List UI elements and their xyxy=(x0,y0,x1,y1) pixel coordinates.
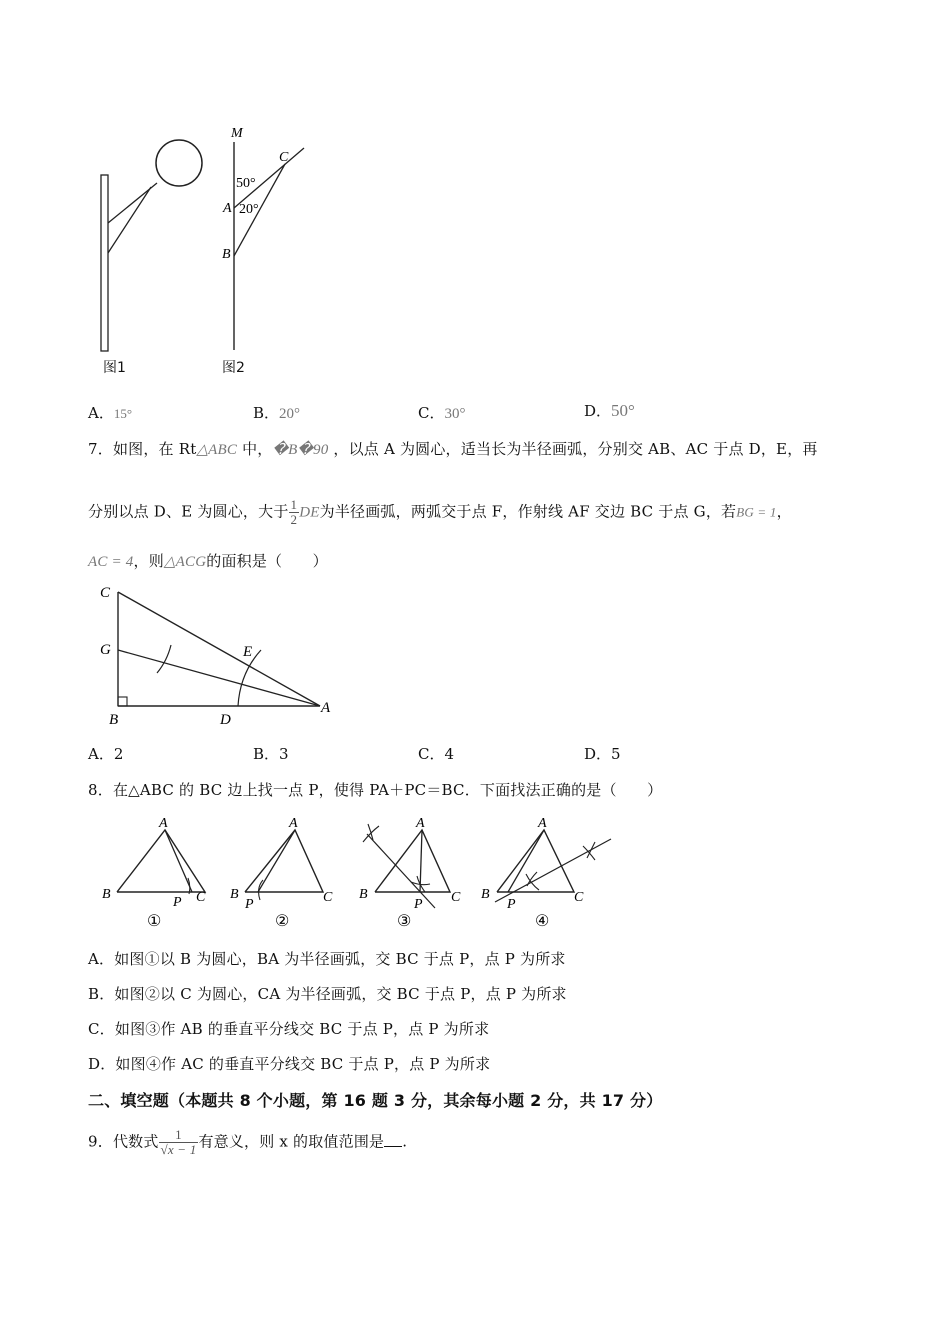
q8-figures xyxy=(95,812,625,932)
q8-fig2-num: ② xyxy=(275,913,290,930)
q8-fig4-a: A xyxy=(538,816,547,831)
q8-fig4-num: ④ xyxy=(535,913,550,930)
q8-fig4-b: B xyxy=(481,887,490,902)
q8-fig2-a: A xyxy=(289,816,298,831)
q7-label-a: A xyxy=(321,700,331,716)
section-2-heading: 二、填空题（本题共 8 个小题，第 16 题 3 分，其余每小题 2 分，共 17 分） xyxy=(88,1091,663,1110)
q8-fig2-p: P xyxy=(245,897,254,912)
q8-fig3-c: C xyxy=(451,890,461,905)
q7-label-b: B xyxy=(109,712,119,728)
q7-option-a: A．2 xyxy=(88,745,124,763)
q8-option-a: A．如图①以 B 为圆心，BA 为半径画弧，交 BC 于点 P，点 P 为所求 xyxy=(88,950,566,968)
fig2-angle-20: 20° xyxy=(239,202,259,217)
q8-fig1-p: P xyxy=(173,895,182,910)
q8-option-d: D．如图④作 AC 的垂直平分线交 BC 于点 P，点 P 为所求 xyxy=(88,1055,491,1073)
q8-fig2-b: B xyxy=(230,887,239,902)
q8-fig1-a: A xyxy=(159,816,168,831)
q7-option-b: B．3 xyxy=(253,745,289,763)
q7-label-e: E xyxy=(243,644,253,660)
q8-figure-2 xyxy=(230,816,333,930)
q6-option-b: B．20° xyxy=(253,404,301,422)
q8-figure-3 xyxy=(359,816,461,930)
q6-option-d: D．50° xyxy=(584,401,635,420)
q8-figure-4 xyxy=(481,816,611,930)
fig2-label-a: A xyxy=(223,201,232,216)
q7-fraction: $\frac{1}{2}$ xyxy=(290,497,298,527)
q6-option-a: A．15° xyxy=(88,404,133,422)
q8-fig3-p: P xyxy=(414,897,423,912)
q7-label-d: D xyxy=(220,712,231,728)
q9-stem: 9．代数式 $\frac{1}{√x - 1}$ 有意义，则 x 的取值范围是 . xyxy=(88,1127,408,1157)
q7-option-d: D．5 xyxy=(584,745,621,763)
q7-label-g: G xyxy=(100,642,111,658)
q6-figure-1 xyxy=(95,135,215,355)
q8-fig4-c: C xyxy=(574,890,584,905)
q6-figure-2 xyxy=(218,120,318,355)
q8-stem: 8．在△ABC 的 BC 边上找一点 P，使得 PA＋PC＝BC．下面找法正确的是（ ） xyxy=(88,781,663,799)
q9-answer-blank[interactable] xyxy=(384,1134,402,1147)
fig2-angle-50: 50° xyxy=(236,176,256,191)
q7-label-c: C xyxy=(100,585,111,601)
fig2-label-m: M xyxy=(231,126,243,141)
fig2-label-c: C xyxy=(279,150,289,165)
q8-fig4-p: P xyxy=(507,897,516,912)
q8-fig1-b: B xyxy=(102,887,111,902)
q7-stem-line-3: AC = 4，则△ACG的面积是（ ） xyxy=(88,552,328,570)
q9-fraction: $\frac{1}{√x - 1}$ xyxy=(160,1127,197,1157)
q6-option-c: C．30° xyxy=(418,404,466,422)
q8-fig3-num: ③ xyxy=(397,913,412,930)
q8-figure-1 xyxy=(102,816,206,930)
q7-stem-line-2: 分别以点 D、E 为圆心，大于 $\frac{1}{2}$ DE为半径画弧，两弧交于点 F，作射线 AF 交边 BC 于点 G，若BG = 1， xyxy=(88,497,792,527)
fig2-label-b: B xyxy=(222,247,231,262)
q8-fig2-c: C xyxy=(323,890,333,905)
q8-fig3-b: B xyxy=(359,887,368,902)
q8-fig3-a: A xyxy=(416,816,425,831)
fig1-caption: 图1 xyxy=(103,360,126,376)
q7-option-c: C．4 xyxy=(418,745,455,763)
q8-fig1-c: C xyxy=(196,890,206,905)
q8-option-b: B．如图②以 C 为圆心，CA 为半径画弧，交 BC 于点 P，点 P 为所求 xyxy=(88,985,567,1003)
q7-stem-line-1: 7．如图，在 Rt△ABC 中，�B�90 ，以点 A 为圆心，适当长为半径画弧，分别交 AB、AC 于点 D，E，再 xyxy=(88,440,818,458)
fig2-caption: 图2 xyxy=(222,360,245,376)
q8-fig1-num: ① xyxy=(147,913,162,930)
q7-figure xyxy=(95,578,345,730)
q8-option-c: C．如图③作 AB 的垂直平分线交 BC 于点 P，点 P 为所求 xyxy=(88,1020,490,1038)
